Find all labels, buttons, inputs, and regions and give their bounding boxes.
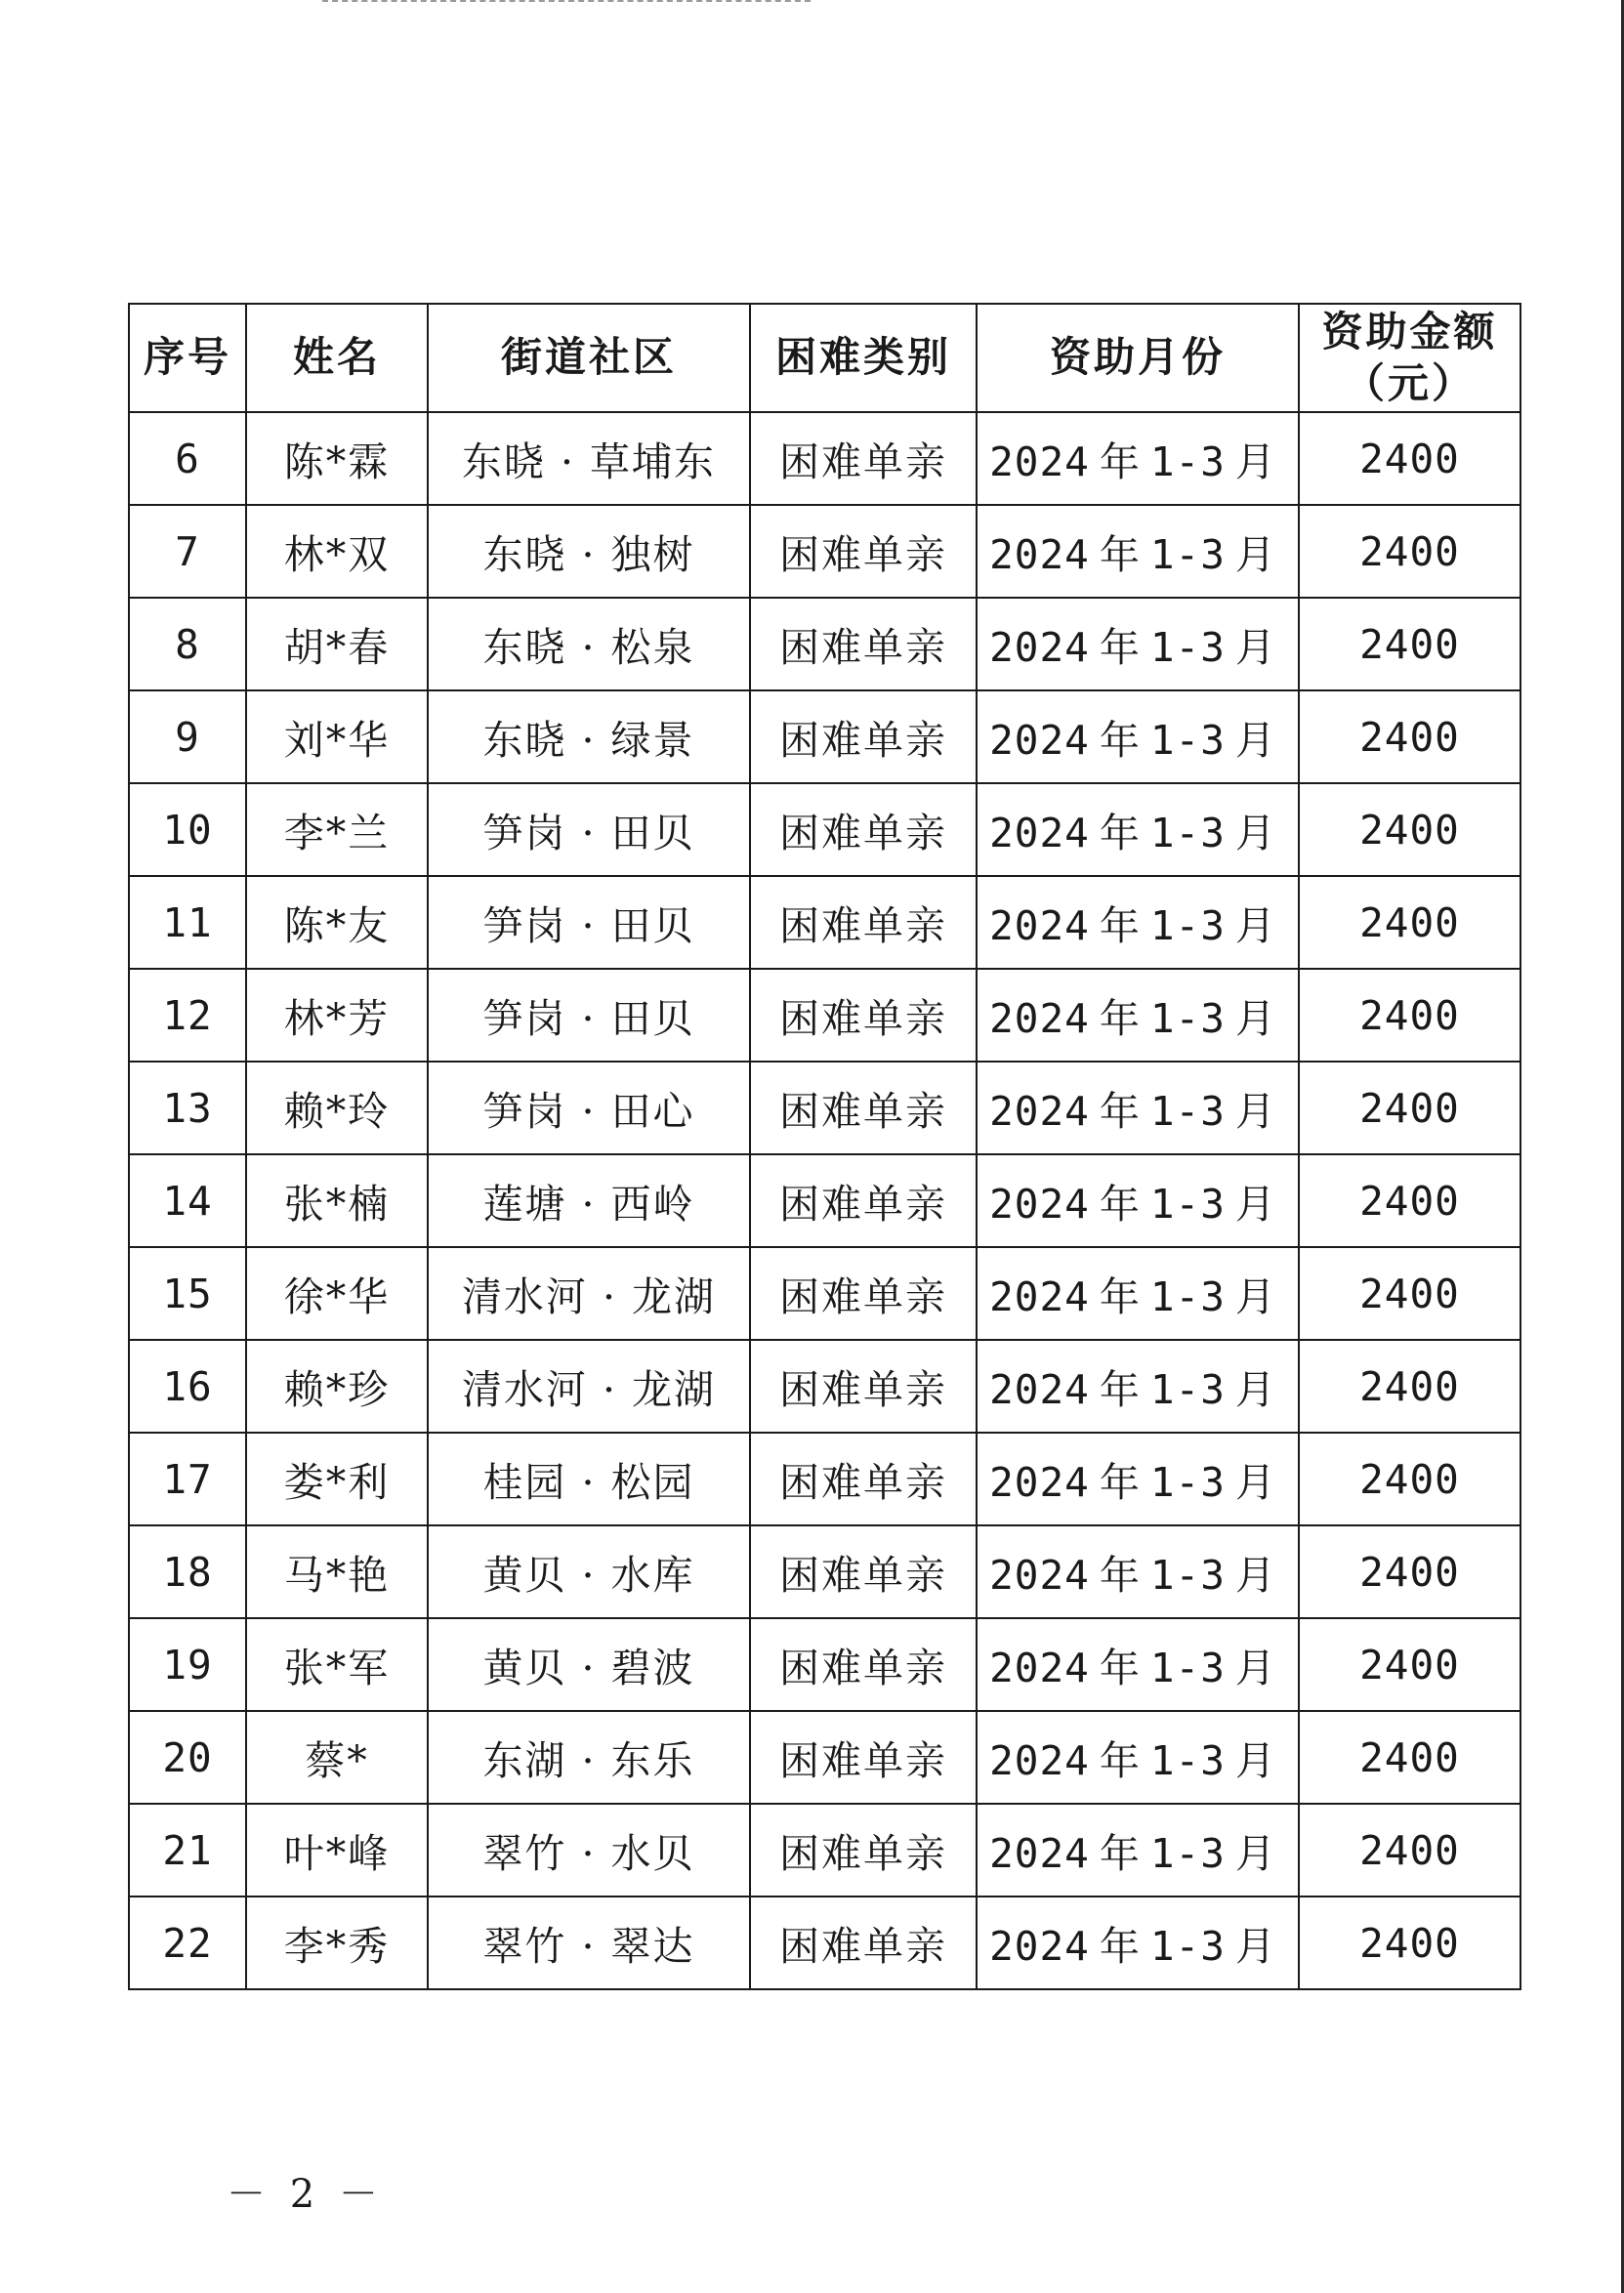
month-year-unit: 年: [1099, 995, 1141, 1042]
cell-community: 笋岗 · 田贝: [428, 783, 750, 876]
cell-name: 蔡*: [246, 1711, 428, 1804]
cell-month: [977, 598, 1299, 690]
cell-community: 清水河 · 龙湖: [428, 1340, 750, 1433]
cell-community: 黄贝 · 碧波: [428, 1618, 750, 1711]
header-name: 姓名: [246, 304, 428, 412]
month-year-unit: 年: [1099, 902, 1141, 949]
cell-category: 困难单亲: [750, 1618, 977, 1711]
month-year-unit: 年: [1099, 810, 1141, 856]
cell-name: 林*双: [246, 505, 428, 598]
cell-month: [977, 969, 1299, 1062]
cell-amount: 2400: [1299, 690, 1520, 783]
month-year: 2024: [989, 1181, 1090, 1228]
month-year: 2024: [989, 1645, 1090, 1691]
month-unit: 月: [1234, 717, 1276, 764]
cell-category: 困难单亲: [750, 1711, 977, 1804]
month-year-unit: 年: [1099, 717, 1141, 764]
month-range: 1-3: [1149, 1552, 1226, 1599]
cell-category: 困难单亲: [750, 598, 977, 690]
scan-dash-mark: [322, 0, 811, 2]
month-range: 1-3: [1149, 624, 1226, 671]
cell-amount: 2400: [1299, 1154, 1520, 1247]
month-range: 1-3: [1149, 717, 1226, 764]
cell-name: 张*军: [246, 1618, 428, 1711]
month-unit: 月: [1234, 810, 1276, 856]
cell-community: 翠竹 · 水贝: [428, 1804, 750, 1897]
month-unit: 月: [1234, 995, 1276, 1042]
cell-month: [977, 1897, 1299, 1989]
month-unit: 月: [1234, 902, 1276, 949]
cell-index: 14: [129, 1154, 246, 1247]
cell-amount: 2400: [1299, 1340, 1520, 1433]
cell-month: [977, 1247, 1299, 1340]
month-year-unit: 年: [1099, 531, 1141, 578]
month-year-unit: 年: [1099, 1459, 1141, 1506]
cell-amount: 2400: [1299, 1711, 1520, 1804]
subsidy-table-container: [128, 303, 1520, 1990]
cell-month: [977, 1804, 1299, 1897]
cell-community: 桂园 · 松园: [428, 1433, 750, 1525]
cell-month: [977, 876, 1299, 969]
month-range: 1-3: [1149, 1830, 1226, 1877]
cell-community: 东湖 · 东乐: [428, 1711, 750, 1804]
cell-category: 困难单亲: [750, 690, 977, 783]
cell-category: 困难单亲: [750, 969, 977, 1062]
cell-category: 困难单亲: [750, 1247, 977, 1340]
cell-month: [977, 783, 1299, 876]
cell-category: 困难单亲: [750, 876, 977, 969]
cell-index: 8: [129, 598, 246, 690]
header-index: 序号: [129, 304, 246, 412]
month-range: 1-3: [1149, 902, 1226, 949]
cell-amount: 2400: [1299, 783, 1520, 876]
table-row: [129, 1062, 1520, 1154]
cell-index: 21: [129, 1804, 246, 1897]
cell-month: [977, 1525, 1299, 1618]
cell-index: 10: [129, 783, 246, 876]
month-year: 2024: [989, 1923, 1090, 1970]
cell-category: 困难单亲: [750, 783, 977, 876]
month-year: 2024: [989, 810, 1090, 856]
cell-month: [977, 1433, 1299, 1525]
cell-amount: 2400: [1299, 1804, 1520, 1897]
header-amount-line1: 资助金额: [1321, 308, 1498, 355]
cell-community: 莲塘 · 西岭: [428, 1154, 750, 1247]
cell-month: [977, 1711, 1299, 1804]
header-amount-line2: （元）: [1343, 358, 1476, 407]
cell-community: 笋岗 · 田贝: [428, 969, 750, 1062]
month-range: 1-3: [1149, 1088, 1226, 1135]
month-year-unit: 年: [1099, 1923, 1141, 1970]
cell-index: 15: [129, 1247, 246, 1340]
table-row: [129, 1433, 1520, 1525]
month-range: 1-3: [1149, 1459, 1226, 1506]
month-unit: 月: [1234, 1366, 1276, 1413]
cell-community: 笋岗 · 田贝: [428, 876, 750, 969]
cell-amount: 2400: [1299, 1247, 1520, 1340]
header-category: 困难类别: [750, 304, 977, 412]
cell-name: 陈*霖: [246, 412, 428, 505]
month-unit: 月: [1234, 624, 1276, 671]
table-row: [129, 1711, 1520, 1804]
cell-name: 林*芳: [246, 969, 428, 1062]
cell-amount: 2400: [1299, 876, 1520, 969]
cell-category: 困难单亲: [750, 1804, 977, 1897]
cell-name: 李*兰: [246, 783, 428, 876]
month-range: 1-3: [1149, 1923, 1226, 1970]
cell-category: 困难单亲: [750, 1062, 977, 1154]
cell-amount: 2400: [1299, 1525, 1520, 1618]
month-unit: 月: [1234, 1459, 1276, 1506]
cell-amount: 2400: [1299, 1062, 1520, 1154]
cell-name: 徐*华: [246, 1247, 428, 1340]
cell-community: 翠竹 · 翠达: [428, 1897, 750, 1989]
cell-name: 马*艳: [246, 1525, 428, 1618]
month-year: 2024: [989, 1088, 1090, 1135]
table-row: [129, 1154, 1520, 1247]
cell-index: 22: [129, 1897, 246, 1989]
cell-index: 11: [129, 876, 246, 969]
cell-name: 李*秀: [246, 1897, 428, 1989]
month-range: 1-3: [1149, 810, 1226, 856]
cell-name: 赖*玲: [246, 1062, 428, 1154]
cell-community: 东晓 · 松泉: [428, 598, 750, 690]
cell-category: 困难单亲: [750, 1897, 977, 1989]
cell-category: 困难单亲: [750, 1525, 977, 1618]
month-unit: 月: [1234, 1830, 1276, 1877]
cell-month: [977, 1340, 1299, 1433]
cell-amount: 2400: [1299, 1897, 1520, 1989]
cell-community: 东晓 · 独树: [428, 505, 750, 598]
month-range: 1-3: [1149, 1645, 1226, 1691]
month-year-unit: 年: [1099, 1273, 1141, 1320]
table-row: [129, 1618, 1520, 1711]
month-unit: 月: [1234, 1273, 1276, 1320]
cell-community: 东晓 · 绿景: [428, 690, 750, 783]
month-year-unit: 年: [1099, 1830, 1141, 1877]
cell-amount: 2400: [1299, 1618, 1520, 1711]
cell-index: 12: [129, 969, 246, 1062]
cell-name: 胡*春: [246, 598, 428, 690]
month-year-unit: 年: [1099, 1088, 1141, 1135]
cell-category: 困难单亲: [750, 1340, 977, 1433]
cell-amount: 2400: [1299, 969, 1520, 1062]
cell-category: 困难单亲: [750, 1433, 977, 1525]
month-range: 1-3: [1149, 1366, 1226, 1413]
table-row: [129, 969, 1520, 1062]
cell-name: 娄*利: [246, 1433, 428, 1525]
cell-community: 东晓 · 草埔东: [428, 412, 750, 505]
cell-month: [977, 1618, 1299, 1711]
table-row: [129, 1340, 1520, 1433]
cell-index: 17: [129, 1433, 246, 1525]
cell-index: 16: [129, 1340, 246, 1433]
cell-community: 清水河 · 龙湖: [428, 1247, 750, 1340]
cell-index: 19: [129, 1618, 246, 1711]
table-row: [129, 1247, 1520, 1340]
table-row: [129, 1897, 1520, 1989]
month-range: 1-3: [1149, 1273, 1226, 1320]
cell-name: 叶*峰: [246, 1804, 428, 1897]
cell-amount: 2400: [1299, 412, 1520, 505]
month-year: 2024: [989, 1459, 1090, 1506]
cell-month: [977, 1154, 1299, 1247]
cell-month: [977, 505, 1299, 598]
table-row: [129, 1804, 1520, 1897]
month-year: 2024: [989, 531, 1090, 578]
table-row: [129, 690, 1520, 783]
month-range: 1-3: [1149, 531, 1226, 578]
month-range: 1-3: [1149, 1181, 1226, 1228]
month-range: 1-3: [1149, 438, 1226, 485]
month-year-unit: 年: [1099, 1366, 1141, 1413]
month-unit: 月: [1234, 438, 1276, 485]
month-range: 1-3: [1149, 1737, 1226, 1784]
table-row: [129, 783, 1520, 876]
cell-name: 赖*珍: [246, 1340, 428, 1433]
cell-name: 张*楠: [246, 1154, 428, 1247]
cell-index: 6: [129, 412, 246, 505]
cell-index: 20: [129, 1711, 246, 1804]
month-year-unit: 年: [1099, 1181, 1141, 1228]
table-row: [129, 412, 1520, 505]
month-unit: 月: [1234, 1737, 1276, 1784]
month-year-unit: 年: [1099, 624, 1141, 671]
cell-month: [977, 690, 1299, 783]
month-year: 2024: [989, 1366, 1090, 1413]
cell-index: 9: [129, 690, 246, 783]
subsidy-table: [128, 303, 1521, 1990]
month-year: 2024: [989, 1830, 1090, 1877]
cell-category: 困难单亲: [750, 1154, 977, 1247]
page-number: － 2 －: [227, 2172, 384, 2217]
month-unit: 月: [1234, 531, 1276, 578]
cell-month: [977, 412, 1299, 505]
cell-name: 刘*华: [246, 690, 428, 783]
month-year-unit: 年: [1099, 438, 1141, 485]
month-year: 2024: [989, 1552, 1090, 1599]
header-community: 街道社区: [428, 304, 750, 412]
month-year: 2024: [989, 438, 1090, 485]
cell-category: 困难单亲: [750, 412, 977, 505]
month-unit: 月: [1234, 1088, 1276, 1135]
cell-community: 黄贝 · 水库: [428, 1525, 750, 1618]
cell-amount: 2400: [1299, 598, 1520, 690]
cell-community: 笋岗 · 田心: [428, 1062, 750, 1154]
month-year: 2024: [989, 1737, 1090, 1784]
cell-category: 困难单亲: [750, 505, 977, 598]
month-year: 2024: [989, 1273, 1090, 1320]
table-row: [129, 598, 1520, 690]
cell-amount: 2400: [1299, 505, 1520, 598]
table-header-row: [129, 304, 1520, 412]
table-row: [129, 505, 1520, 598]
cell-index: 7: [129, 505, 246, 598]
month-year-unit: 年: [1099, 1737, 1141, 1784]
month-range: 1-3: [1149, 995, 1226, 1042]
month-year: 2024: [989, 624, 1090, 671]
cell-index: 13: [129, 1062, 246, 1154]
month-year-unit: 年: [1099, 1645, 1141, 1691]
cell-amount: 2400: [1299, 1433, 1520, 1525]
month-year: 2024: [989, 717, 1090, 764]
cell-index: 18: [129, 1525, 246, 1618]
month-unit: 月: [1234, 1181, 1276, 1228]
cell-month: [977, 1062, 1299, 1154]
table-body: [129, 412, 1520, 1989]
table-row: [129, 876, 1520, 969]
month-unit: 月: [1234, 1552, 1276, 1599]
cell-name: 陈*友: [246, 876, 428, 969]
header-month: 资助月份: [977, 304, 1299, 412]
month-year: 2024: [989, 902, 1090, 949]
table-row: [129, 1525, 1520, 1618]
month-unit: 月: [1234, 1645, 1276, 1691]
month-year-unit: 年: [1099, 1552, 1141, 1599]
month-year: 2024: [989, 995, 1090, 1042]
month-unit: 月: [1234, 1923, 1276, 1970]
header-amount: [1299, 304, 1520, 412]
